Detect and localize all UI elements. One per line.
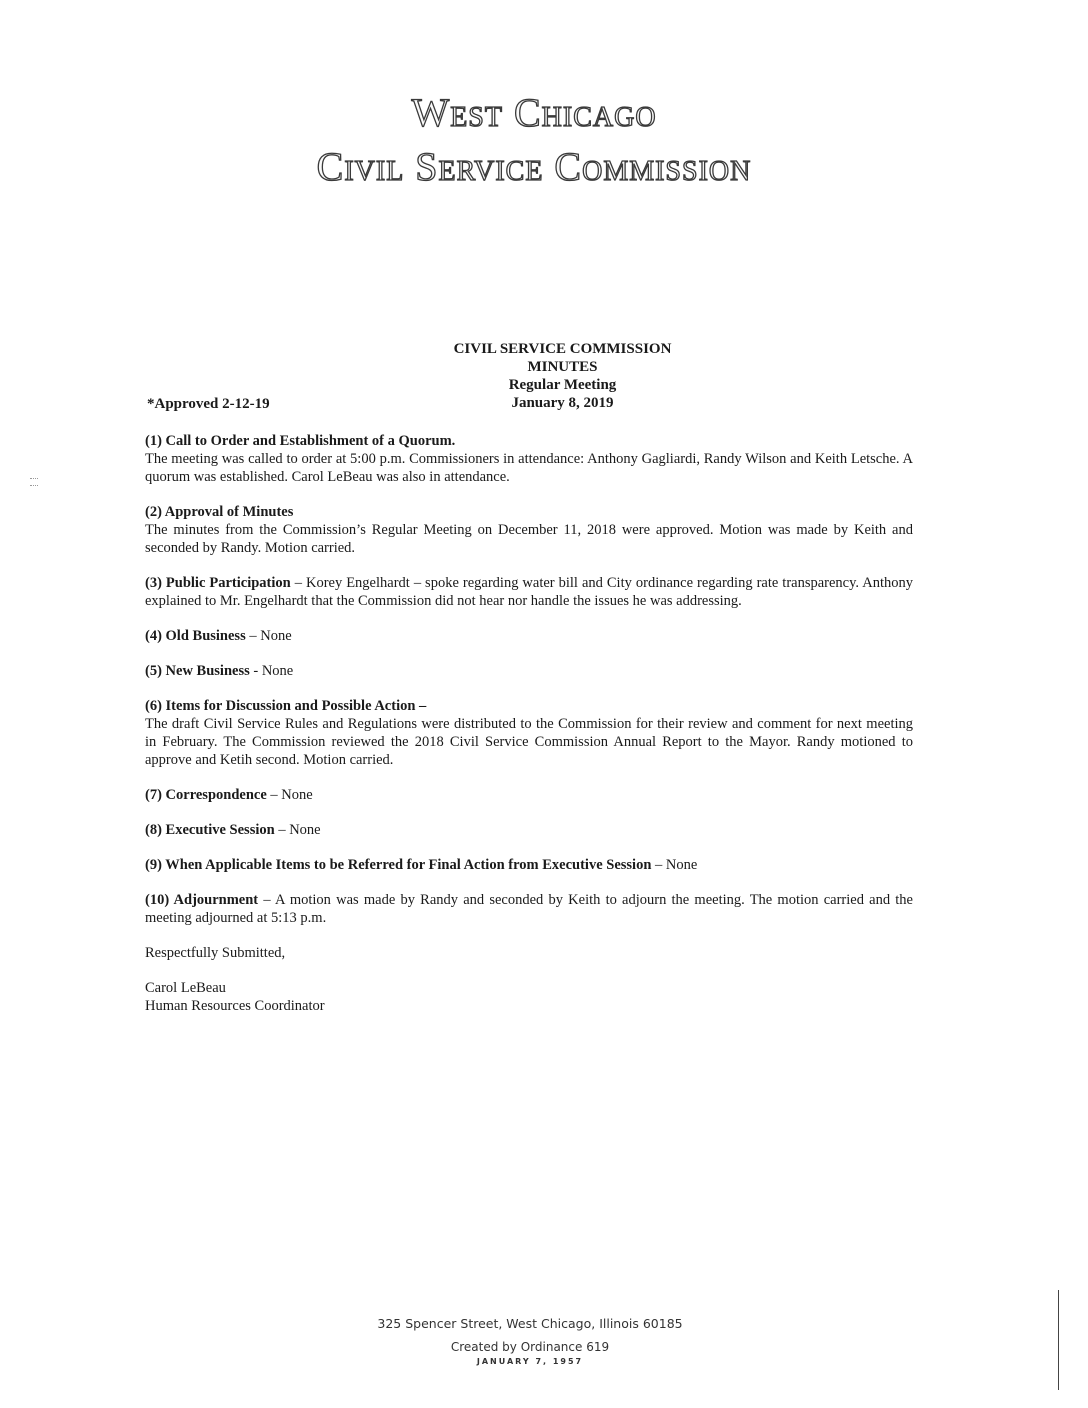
approved-note: *Approved 2-12-19: [147, 396, 270, 412]
letterhead: [0, 86, 1068, 194]
section-title: (8) Executive Session: [145, 822, 275, 838]
scan-artifact: [30, 478, 38, 486]
section-adjournment: [145, 891, 913, 927]
section-public-participation: [145, 574, 913, 610]
section-new-business: [145, 662, 913, 680]
section-text: – A motion was made by Randy and seconded by Keith to adjourn the meeting. The motion carried and the meeting adjourned at 5:13 p.m.: [145, 892, 913, 926]
section-title: (7) Correspondence: [145, 787, 267, 803]
section-title: (9) When Applicable Items to be Referred for Final Action from Executive Session: [145, 857, 652, 873]
section-title: (4) Old Business: [145, 628, 246, 644]
section-call-to-order: [145, 432, 913, 486]
section-items-for-discussion: [145, 697, 913, 769]
footer-address: 325 Spencer Street, West Chicago, Illinois 60185: [377, 1316, 683, 1331]
section-title: (10) Adjournment: [145, 892, 259, 908]
footer-created: Created by Ordinance 619: [450, 1340, 610, 1354]
heading-org: CIVIL SERVICE COMMISSION: [453, 341, 672, 357]
section-title: (1) Call to Order and Establishment of a Quorum.: [145, 433, 456, 449]
section-title: (5) New Business: [145, 663, 250, 679]
section-text: The minutes from the Commission’s Regular Meeting on December 11, 2018 were approved. Motion was made by Keith and seconded by Randy. Motion carried.: [145, 522, 913, 556]
letterhead-line-1: West Chicago: [411, 90, 657, 135]
section-text: – None: [266, 787, 313, 803]
closing-line: Respectfully Submitted,: [145, 945, 286, 961]
section-text: – None: [245, 628, 292, 644]
section-old-business: [145, 627, 913, 645]
section-approval-of-minutes: [145, 503, 913, 557]
signature-block: [145, 979, 913, 1015]
heading-doc-type: MINUTES: [527, 359, 598, 375]
heading-date: January 8, 2019: [511, 395, 614, 411]
minutes-heading: [360, 340, 765, 412]
section-text: The meeting was called to order at 5:00 p.m. Commissioners in attendance: Anthony Gagliardi, Randy Wilson and Keith Letsche. A quorum was established. Carol LeBeau was also in attendance.: [145, 451, 913, 485]
section-text: - None: [249, 663, 294, 679]
signature-title: Human Resources Coordinator: [145, 998, 325, 1014]
section-correspondence: [145, 786, 913, 804]
heading-meeting-type: Regular Meeting: [508, 377, 617, 393]
signature-name: Carol LeBeau: [145, 980, 226, 996]
section-title: (2) Approval of Minutes: [145, 504, 294, 520]
section-title: (6) Items for Discussion and Possible Action –: [145, 698, 427, 714]
section-text: – Korey Engelhardt – spoke regarding water bill and City ordinance regarding rate transparency. Anthony explained to Mr. Engelhardt that the Commission did not hear nor handle the issues he was addressing.: [145, 575, 913, 609]
section-referred-items: [145, 856, 913, 874]
section-text: – None: [651, 857, 698, 873]
scan-edge-line: [1058, 1290, 1059, 1390]
section-text: The draft Civil Service Rules and Regulations were distributed to the Commission for their review and comment for next meeting in February. The Commission reviewed the 2018 Civil Service Commission Annual Report to the Mayor. Randy motioned to approve and Ketih second. Motion carried.: [145, 716, 913, 768]
footer-date: JANUARY 7, 1957: [476, 1357, 584, 1366]
section-title: (3) Public Participation: [145, 575, 291, 591]
letterhead-line-2: Civil Service Commission: [316, 144, 752, 189]
minutes-body: [145, 432, 913, 1015]
section-executive-session: [145, 821, 913, 839]
section-text: – None: [274, 822, 321, 838]
